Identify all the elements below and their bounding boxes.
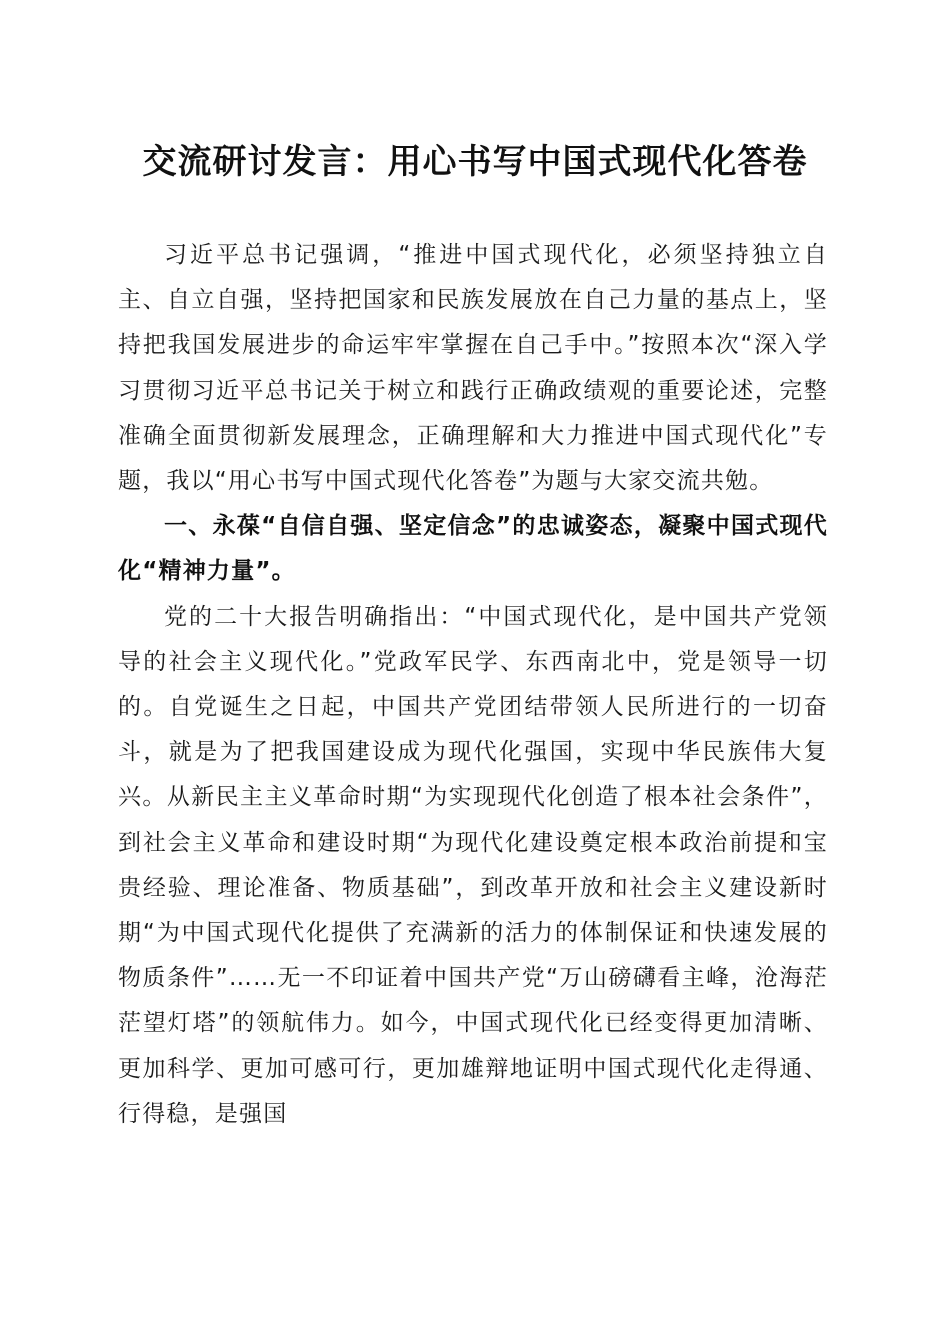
section-heading: 一、永葆“自信自强、坚定信念”的忠诚姿态，凝聚中国式现代化“精神力量”。: [118, 513, 828, 585]
document-body: [118, 233, 828, 1137]
intro-paragraph: 习近平总书记强调，“推进中国式现代化，必须坚持独立自主、自立自强，坚持把国家和民族发展放在自己力量的基点上，坚持把我国发展进步的命运牢牢掌握在自己手中。”按照本次“深入学习贯彻习近平总书记关于树立和践行正确政绩观的重要论述，完整准确全面贯彻新发展理念，正确理解和大力推进中国式现代化”专题，我以“用心书写中国式现代化答卷”为题与大家交流共勉。: [118, 242, 828, 495]
body-paragraph: 党的二十大报告明确指出：“中国式现代化，是中国共产党领导的社会主义现代化。”党政军民学、东西南北中，党是领导一切的。自党诞生之日起，中国共产党团结带领人民所进行的一切奋斗，就是为了把我国建设成为现代化强国，实现中华民族伟大复兴。从新民主主义革命时期“为实现现代化创造了根本社会条件”，到社会主义革命和建设时期“为现代化建设奠定根本政治前提和宝贵经验、理论准备、物质基础”，到改革开放和社会主义建设新时期“为中国式现代化提供了充满新的活力的体制保证和快速发展的物质条件”……无一不印证着中国共产党“万山磅礴看主峰，沧海茫茫望灯塔”的领航伟力。如今，中国式现代化已经变得更加清晰、更加科学、更加可感可行，更加雄辩地证明中国式现代化走得通、行得稳，是强国: [118, 603, 828, 1127]
document-title: 交流研讨发言：用心书写中国式现代化答卷: [142, 142, 808, 182]
